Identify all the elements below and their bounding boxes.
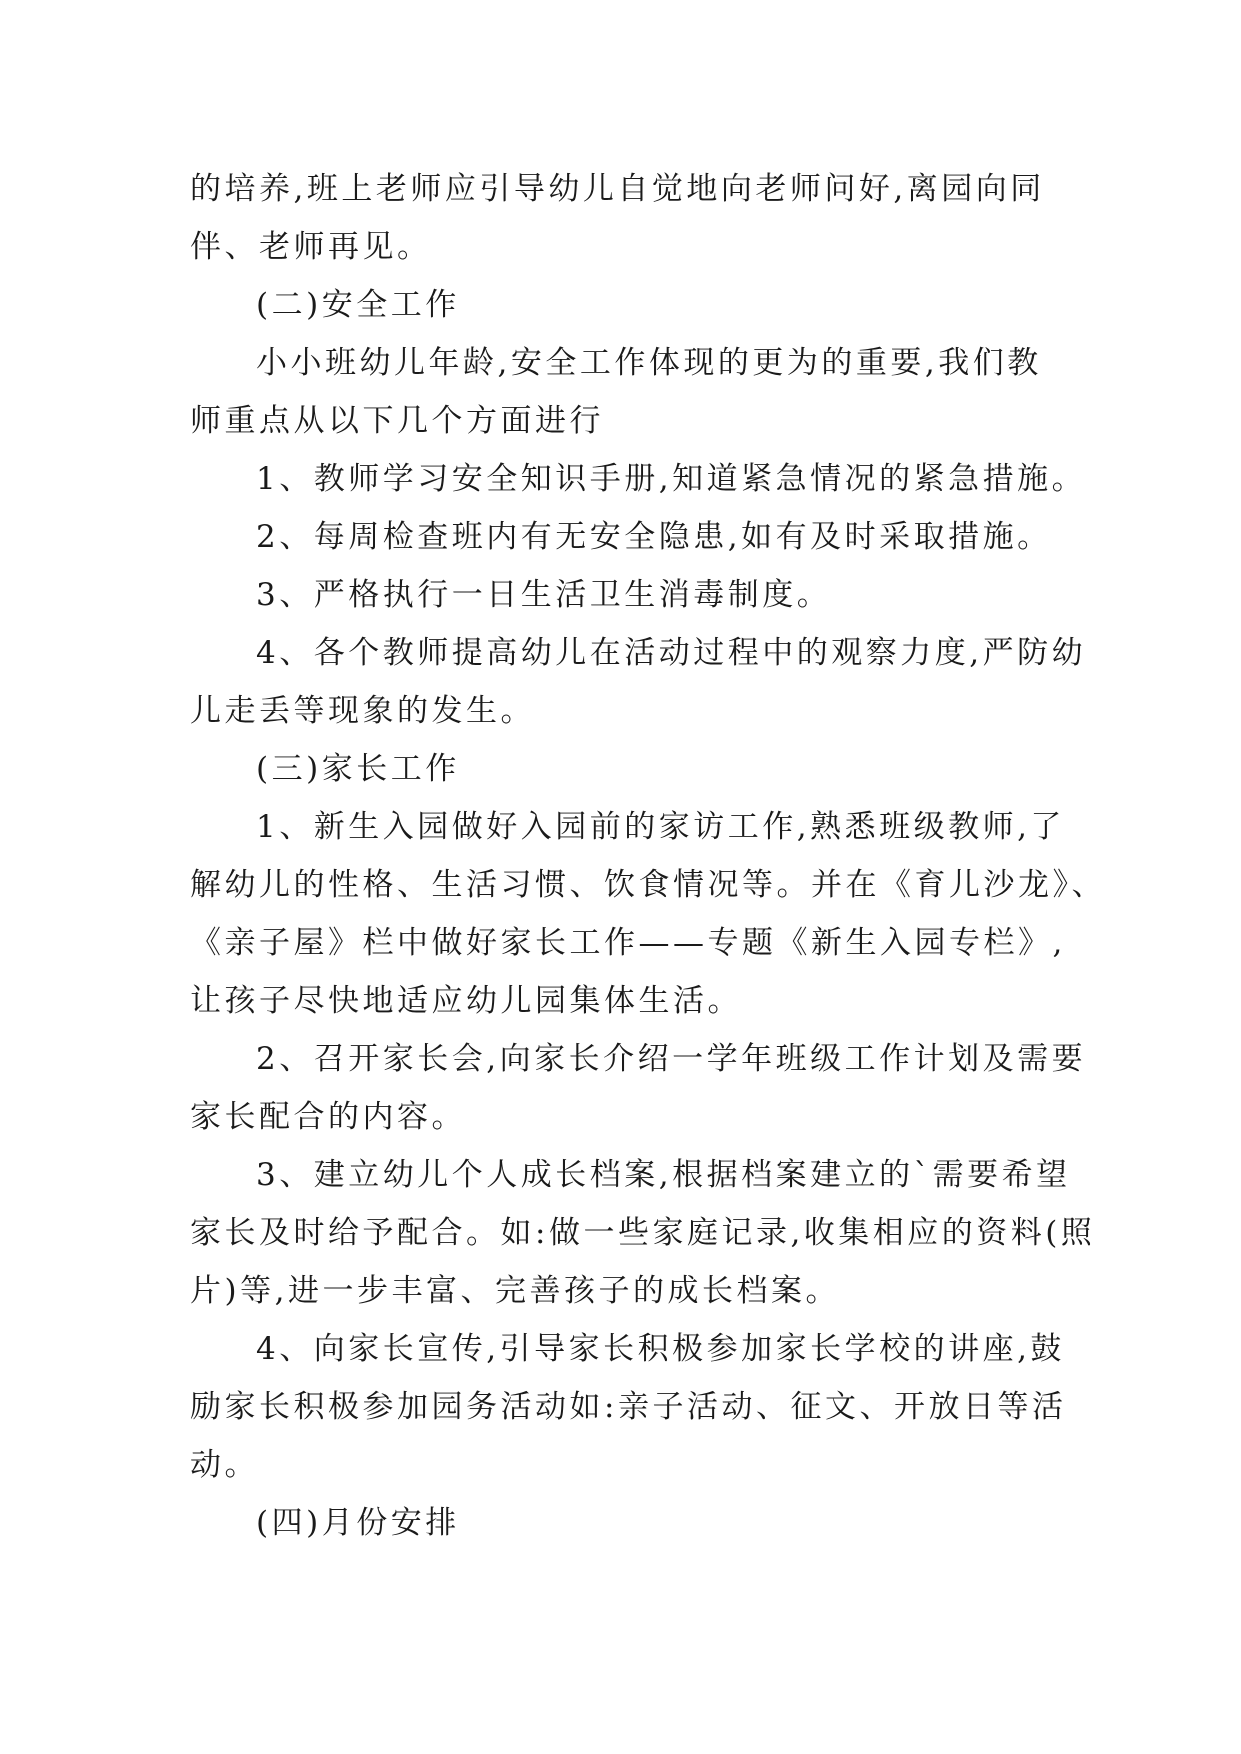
list-item: 4、向家长宣传,引导家长积极参加家长学校的讲座,鼓 <box>256 1331 1065 1367</box>
text-line: 让孩子尽快地适应幼儿园集体生活。 <box>190 983 742 1019</box>
section-heading-parents: (三)家长工作 <box>256 751 460 787</box>
list-item: 3、严格执行一日生活卫生消毒制度。 <box>256 577 832 613</box>
text-line: 解幼儿的性格、生活习惯、饮食情况等。并在《育儿沙龙》、 <box>190 867 1106 903</box>
text-line: 儿走丢等现象的发生。 <box>190 693 535 729</box>
document-body <box>190 160 1106 1552</box>
list-item: 1、教师学习安全知识手册,知道紧急情况的紧急措施。 <box>256 461 1087 497</box>
list-item: 1、新生入园做好入园前的家访工作,熟悉班级教师,了 <box>256 809 1065 845</box>
section-heading-monthly: (四)月份安排 <box>256 1505 460 1541</box>
text-line: 小小班幼儿年龄,安全工作体现的更为的重要,我们教 <box>256 345 1042 381</box>
list-item: 3、建立幼儿个人成长档案,根据档案建立的`需要希望 <box>256 1157 1071 1193</box>
text-line: 的培养,班上老师应引导幼儿自觉地向老师问好,离园向同 <box>190 171 1045 207</box>
text-line: 《亲子屋》栏中做好家长工作——专题《新生入园专栏》, <box>190 925 1066 961</box>
text-line: 片)等,进一步丰富、完善孩子的成长档案。 <box>190 1273 840 1309</box>
text-line: 伴、老师再见。 <box>190 229 432 265</box>
text-line: 师重点从以下几个方面进行 <box>190 403 604 439</box>
text-line: 家长配合的内容。 <box>190 1099 466 1135</box>
text-line: 动。 <box>190 1447 259 1483</box>
list-item: 2、每周检查班内有无安全隐患,如有及时采取措施。 <box>256 519 1052 555</box>
list-item: 4、各个教师提高幼儿在活动过程中的观察力度,严防幼 <box>256 635 1087 671</box>
text-line: 家长及时给予配合。如:做一些家庭记录,收集相应的资料(照 <box>190 1215 1096 1251</box>
text-line: 励家长积极参加园务活动如:亲子活动、征文、开放日等活 <box>190 1389 1067 1425</box>
section-heading-safety: (二)安全工作 <box>256 287 460 323</box>
list-item: 2、召开家长会,向家长介绍一学年班级工作计划及需要 <box>256 1041 1087 1077</box>
